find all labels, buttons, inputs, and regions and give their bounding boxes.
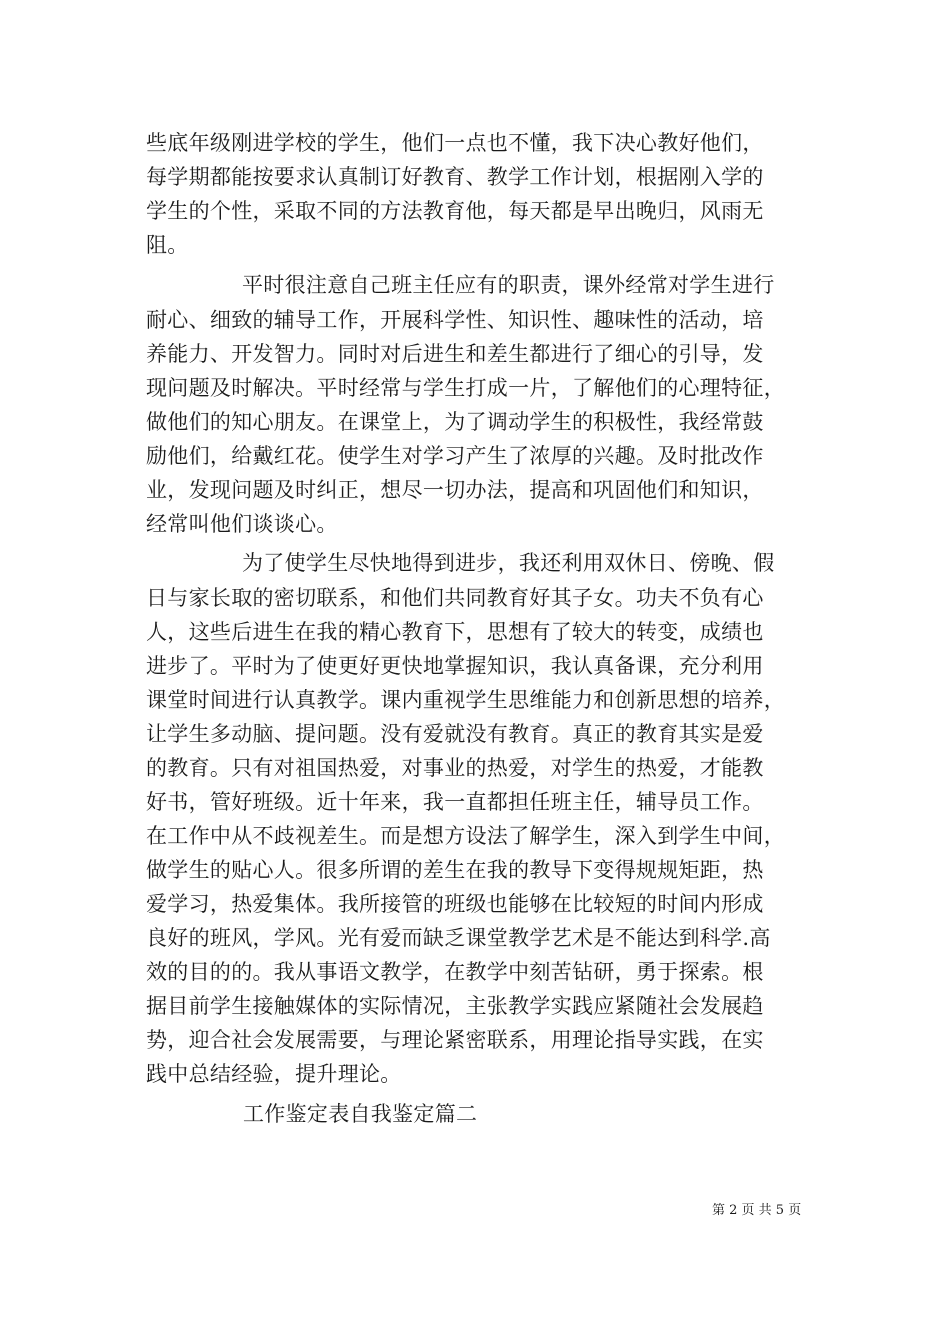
text-line: 每学期都能按要求认真制订好教育、教学工作计划，根据刚入学的 — [146, 165, 764, 189]
text-line: 势，迎合社会发展需要，与理论紧密联系，用理论指导实践，在实 — [146, 1028, 764, 1052]
text-line: 学生的个性，采取不同的方法教育他，每天都是早出晚归，风雨无 — [146, 199, 764, 223]
page-indicator: 第 2 页 共 5 页 — [712, 1203, 802, 1218]
text-line: 课堂时间进行认真教学。课内重视学生思维能力和创新思想的培养， — [146, 688, 785, 712]
text-line: 为了使学生尽快地得到进步，我还利用双休日、傍晚、假 — [242, 551, 775, 575]
text-line: 做他们的知心朋友。在课堂上，为了调动学生的积极性，我经常鼓 — [146, 410, 764, 434]
text-line: 日与家长取的密切联系，和他们共同教育好其子女。功夫不负有心 — [146, 586, 764, 610]
text-line: 良好的班风，学风。光有爱而缺乏课堂教学艺术是不能达到科学.高 — [146, 926, 771, 950]
text-line: 经常叫他们谈谈心。 — [146, 512, 338, 536]
text-line: 好书，管好班级。近十年来，我一直都担任班主任，辅导员工作。 — [146, 790, 764, 814]
text-line: 进步了。平时为了使更好更快地掌握知识，我认真备课，充分利用 — [146, 654, 764, 678]
text-line: 效的目的的。我从事语文教学，在教学中刻苦钻研，勇于探索。根 — [146, 960, 764, 984]
text-line: 人，这些后进生在我的精心教育下，思想有了较大的转变，成绩也 — [146, 620, 764, 644]
text-line: 做学生的贴心人。很多所谓的差生在我的教导下变得规规矩距，热 — [146, 858, 764, 882]
text-line: 些底年级刚进学校的学生，他们一点也不懂，我下决心教好他们， — [146, 131, 764, 155]
text-line: 养能力、开发智力。同时对后进生和差生都进行了细心的引导，发 — [146, 342, 764, 366]
text-line: 平时很注意自己班主任应有的职责，课外经常对学生进行 — [242, 273, 775, 297]
text-line: 让学生多动脑、提问题。没有爱就没有教育。真正的教育其实是爱 — [146, 722, 764, 746]
text-line: 业，发现问题及时纠正，想尽一切办法，提高和巩固他们和知识， — [146, 478, 764, 502]
text-line: 爱学习，热爱集体。我所接管的班级也能够在比较短的时间内形成 — [146, 892, 764, 916]
text-line: 的教育。只有对祖国热爱，对事业的热爱，对学生的热爱，才能教 — [146, 756, 764, 780]
section-heading: 工作鉴定表自我鉴定篇二 — [243, 1102, 478, 1126]
text-line: 阻。 — [146, 233, 189, 257]
text-line: 据目前学生接触媒体的实际情况，主张教学实践应紧随社会发展趋 — [146, 994, 764, 1018]
text-line: 励他们，给戴红花。使学生对学习产生了浓厚的兴趣。及时批改作 — [146, 444, 764, 468]
text-line: 践中总结经验，提升理论。 — [146, 1062, 402, 1086]
text-line: 耐心、细致的辅导工作，开展科学性、知识性、趣味性的活动，培 — [146, 308, 764, 332]
text-line: 现问题及时解决。平时经常与学生打成一片，了解他们的心理特征， — [146, 376, 785, 400]
text-line: 在工作中从不歧视差生。而是想方设法了解学生，深入到学生中间， — [146, 824, 785, 848]
